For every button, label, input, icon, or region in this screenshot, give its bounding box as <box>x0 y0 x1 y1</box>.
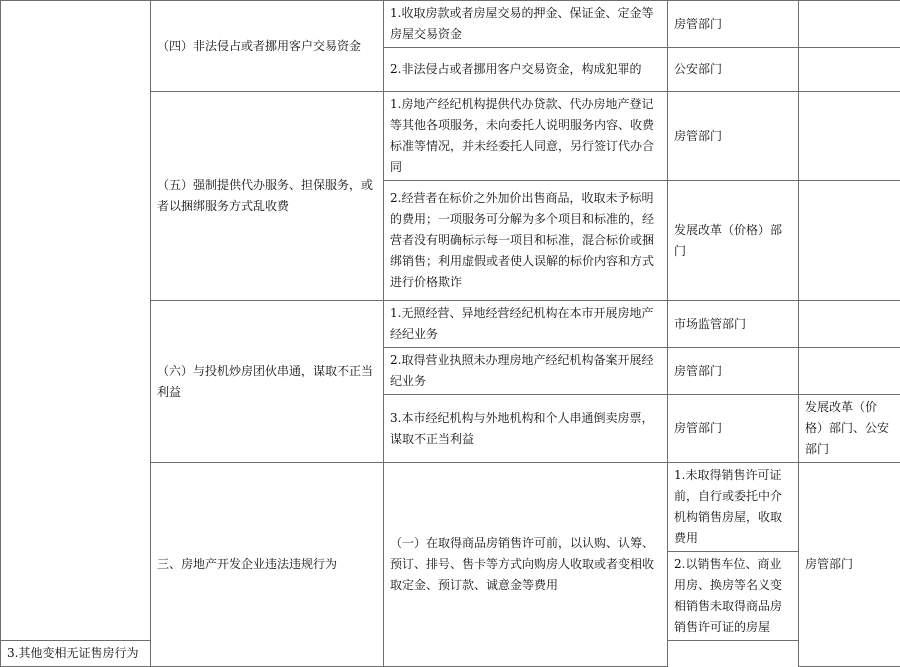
subject-cell: （四）非法侵占或者挪用客户交易资金 <box>151 1 384 92</box>
dept-cell: 房管部门 <box>799 463 900 667</box>
table-row <box>1 1 900 48</box>
extra-dept-cell <box>799 48 900 92</box>
dept-cell: 公安部门 <box>668 48 799 92</box>
dept-cell: 房管部门 <box>668 395 799 463</box>
dept-cell: 市场监管部门 <box>668 301 799 348</box>
dept-cell: 房管部门 <box>668 92 799 181</box>
item-cell: 2.以销售车位、商业用房、换房等名义变相销售未取得商品房销售许可证的房屋 <box>668 552 799 641</box>
subject-cell: （一）在取得商品房销售许可前，以认购、认筹、预订、排号、售卡等方式向购房人收取或者变相收取定金、预订款、诚意金等费用 <box>384 463 668 667</box>
item-cell: 1.房地产经纪机构提供代办贷款、代办房地产登记等其他各项服务，未向委托人说明服务内容、收费标准等情况，并未经委托人同意，另行签订代办合同 <box>384 92 668 181</box>
item-cell: 2.经营者在标价之外加价出售商品，收取未予标明的费用；一项服务可分解为多个项目和标准的，经营者没有明确标示每一项目和标准，混合标价或捆绑销售；利用虚假或者使人误解的标价内容和方式进行价格欺诈 <box>384 181 668 301</box>
category-cell: 三、房地产开发企业违法违规行为 <box>151 463 384 667</box>
item-cell: 1.收取房款或者房屋交易的押金、保证金、定金等房屋交易资金 <box>384 1 668 48</box>
extra-dept-cell <box>799 181 900 301</box>
item-cell: 2.取得营业执照未办理房地产经纪机构备案开展经纪业务 <box>384 348 668 395</box>
dept-cell: 房管部门 <box>668 348 799 395</box>
subject-cell: （五）强制提供代办服务、担保服务，或者以捆绑服务方式乱收费 <box>151 92 384 301</box>
extra-dept-cell <box>799 92 900 181</box>
item-cell: 1.未取得销售许可证前，自行或委托中介机构销售房屋，收取费用 <box>668 463 799 552</box>
extra-dept-cell: 发展改革（价格）部门、公安部门 <box>799 395 900 463</box>
dept-cell: 发展改革（价格）部门 <box>668 181 799 301</box>
subject-cell: （六）与投机炒房团伙串通，谋取不正当利益 <box>151 301 384 463</box>
item-cell: 3.本市经纪机构与外地机构和个人串通倒卖房票，谋取不正当利益 <box>384 395 668 463</box>
dept-cell: 房管部门 <box>668 1 799 48</box>
item-cell: 1.无照经营、异地经营经纪机构在本市开展房地产经纪业务 <box>384 301 668 348</box>
extra-dept-cell <box>799 348 900 395</box>
item-cell: 3.其他变相无证售房行为 <box>1 641 151 667</box>
extra-dept-cell <box>799 301 900 348</box>
category-cell-empty <box>1 1 151 641</box>
item-cell: 2.非法侵占或者挪用客户交易资金，构成犯罪的 <box>384 48 668 92</box>
extra-dept-cell <box>799 1 900 48</box>
